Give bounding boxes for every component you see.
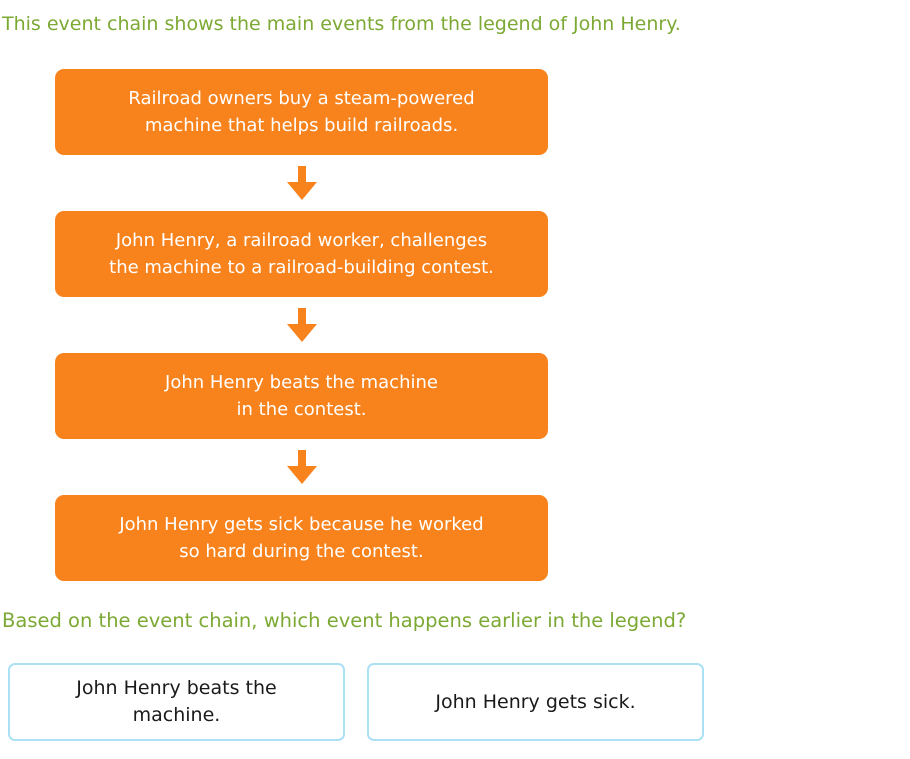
event-box-2 xyxy=(55,211,548,297)
event-chain xyxy=(55,69,548,581)
event-text-line: John Henry, a railroad worker, challenges xyxy=(115,229,488,251)
answer-label: John Henry gets sick. xyxy=(435,690,636,713)
answer-label: John Henry beats the xyxy=(76,677,277,700)
down-arrow-icon xyxy=(287,308,317,342)
event-text-line: John Henry gets sick because he worked xyxy=(119,513,484,535)
down-arrow-icon xyxy=(287,166,317,200)
answer-button-beats-machine[interactable] xyxy=(8,663,345,741)
event-text-line: machine that helps build railroads. xyxy=(144,114,459,136)
event-text-line: in the contest. xyxy=(236,398,367,420)
answer-button-gets-sick[interactable] xyxy=(367,663,704,741)
event-text-line: so hard during the contest. xyxy=(179,540,424,562)
event-box-3 xyxy=(55,353,548,439)
answer-options xyxy=(8,663,910,741)
event-box-4 xyxy=(55,495,548,581)
event-text-line: the machine to a railroad-building contest. xyxy=(109,256,494,278)
event-text-line: Railroad owners buy a steam-powered xyxy=(128,87,475,109)
event-box-1 xyxy=(55,69,548,155)
question-text: Based on the event chain, which event happens earlier in the legend? xyxy=(2,608,687,632)
event-text-line: John Henry beats the machine xyxy=(165,371,438,393)
intro-text: This event chain shows the main events from the legend of John Henry. xyxy=(2,13,681,35)
answer-label: machine. xyxy=(132,703,221,726)
down-arrow-icon xyxy=(287,450,317,484)
